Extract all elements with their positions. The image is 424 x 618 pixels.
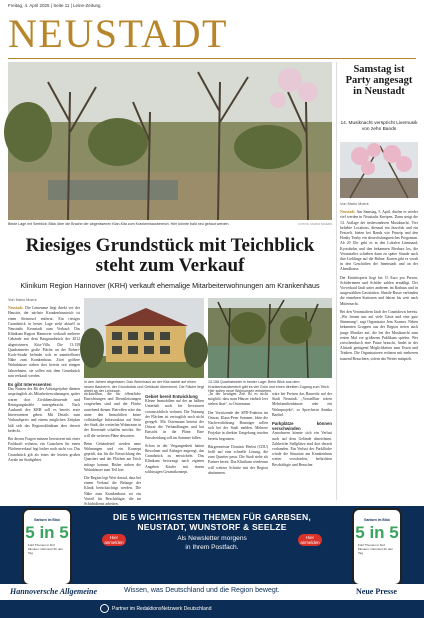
phone-logo: 5 in 5 — [25, 523, 69, 542]
dateline: Freitag, 4. April 2025 | Seite 11 | Leine-Zeitung — [8, 3, 101, 8]
article-column-1 — [8, 298, 80, 500]
article-paragraph: Der Vorsitzende der SPD-Fraktion im Ortsrat, Klaus-Peter Sommer, lobte die Nachverdichtung. Bauträger sollen sich bei der Stadt melden. Mehrere Projekte in direkter Umgebung wurden bereits begonnen. — [208, 410, 268, 441]
article-paragraph: Das Nutzen des Bit der Achtzigerjahre dienten ursprünglich als Mitarbeiterwohnungen, später waren dort Zivildienstleistende und Reinigungskräfte untergebracht. Nach Auskunft des KRH soll es bereits erste Interessenten geben. Mit Details zum Verkaufspreis und einem möglichen Zeitplan hält sich das Regionsklinikum aber derzeit bedeckt. — [8, 387, 80, 433]
sidebar-byline: Von Mario Moers — [340, 202, 369, 206]
article-column-3 — [145, 392, 204, 500]
pond-photo-caption: 13.158 Quadratmeter in bester Lage: Beim Blick aus dem Krankenhausbereich gibt es viel Grün und einen direkten Zugang zum Teich. Hier sollen neue Wohnungen entstehen. — [208, 380, 330, 394]
article-byline: Von Mario Moers — [8, 298, 37, 302]
article-lead: Die Leinenaue liegt direkt vor der Haustür, der nächste Krankenhausteich ist einen Steinwurf entfernt. Ein riesiges Grundstück in bester Lage steht aktuell in Neustadts Kernstadt zum Verkauf: Das Klinikum Region Hannover verkauft mehrere Gebäude mit dem Baugrundstück der 2012 abgerissenen Kita-Villa. Die 13.158 Quadratmeter große Fläche an der Robert-Koch-Straße befindet sich in unmittelbarer Nähe zum Krankenhaus. Zwei größere Wohnhäuser stehen dort bereits seit einigen Jahrzehnten, sie sollen mit dem Grundstück nun verkauft werden. — [8, 306, 81, 378]
article-crosshead-3: Parkplätze können verschwinden — [272, 421, 332, 432]
neue-presse-logo: Neue Presse — [356, 587, 397, 596]
article-paragraph: Bürgermeister Dominic Herbst (CDU) hofft auf eine schnelle Lösung, die zum Quartier passt. Die Stadt stehe als Partner bereit. Das Klinikum wiederum will weitere Schritte mit der Region abstimmen. — [208, 444, 268, 475]
top-photo — [8, 62, 332, 220]
sidebar-subheadline: 14. Musiknacht verspricht Livemusik von zehn Bands — [340, 121, 418, 133]
phone-logo: 5 in 5 — [355, 523, 399, 542]
newsletter-sub-1: Als Newsletter morgens — [177, 535, 247, 542]
phone-text: Fünf Themen in fünf Minuten: informiert für den Tag — [358, 543, 394, 555]
article-paragraph: „In der heutigen Zeit ist es nicht möglich, dass man Häuser einfach leer stehen lässt“, so Ostermann. — [208, 392, 268, 407]
phone-title: Garbsen im Blick — [33, 518, 61, 522]
sidebar-divider — [336, 62, 337, 500]
phone-text: Fünf Themen in fünf Minuten: informiert für den Tag — [28, 543, 64, 555]
newsletter-sub-2: in Ihrem Postfach. — [185, 544, 239, 551]
building-photo — [84, 298, 204, 378]
article-paragraph: Kleine Immobilien auf der an halben Unterhalt noch bei Investoren voraussichtlich wohnen. Die Nutzung der Flächen ist vertraglich noch nicht geregelt. Mit Ostermann betreut der Ortsrat die Verhandlungen und hat Einsicht in die Pläne. Eine Entscheidung soll im Sommer fallen. — [145, 399, 204, 440]
main-subheadline: Klinikum Region Hannover (KRH) verkauft ehemalige Mitarbeiterwohnungen am Krankenhaus — [20, 281, 320, 290]
article-column-5 — [272, 392, 332, 500]
newsletter-signup-button-right[interactable]: Hier anmelden — [298, 534, 322, 546]
article-paragraph: Bei diesen Fragen müssen Investoren mit einer Fachkraft rechnen, ein Gutachten für einen Flächenverkauf legt bisher noch nicht vor. Das Grundstück gilt als eines der letzten großen Areale im Stadtgebiet. — [8, 437, 80, 462]
sidebar-paragraph: Bei den Veranstaltern läuft der Countdown bereits. „Wir freuen uns auf viele Gäste und eine gute Stimmung“, sagt Organisator Jens Kramer. Neben bekannten Gruppen aus der Region treten auch junge Musiker auf, die bei der Musiknacht zum ersten Mal vor größerem Publikum spielen. Wer zwischendurch eine Pause braucht, findet in der Altstadt genügend Möglichkeiten zum Essen und Trinken. Die Organisatoren rechnen mit mehreren tausend Besuchern, sofern das Wetter mitspielt. — [340, 309, 418, 361]
photo-credit: FOTOS: MARIO MOERS — [298, 222, 332, 226]
main-headline: Riesiges Grundstück mit Teichblick steht zum Verkauf — [25, 235, 315, 276]
sidebar-body: Am Samstag, 5. April, dürfen es wieder viel werden in Neustadts Kneipen. Dann steigt die 14. Auflage der insbesonderen Musiknacht. Vier beliebte Locations, diesmal ein Jazzclub und ein Festzelt, bieten bei Bands wie Prinzip und den Honky Tonky ein abwechslungsreiches Programm. Ab 20 Uhr geht es in den Lokalen Lärmsand, Kyotoholm und den bekannten Bierbars los, die Veranstalter schieben dann zu später Stunde auch ihre Lieblinge auf die Bühne. Karten gibt es vorab in den Geschäften der Innenstadt und an der Abendkasse. — [340, 210, 418, 272]
sidebar-paragraph: Der Eintrittspreis liegt bei 15 Euro pro Person, Schülerinnen und Schüler zahlen ermäßigt. Der Vorverkauf läuft unter anderem im Rathaus und in ausgewählten Gaststätten. Shuttle-Busse verbinden die einzelnen Stationen und fahren bis weit nach Mitternacht. — [340, 275, 418, 306]
article-paragraph: Schon in der Vergangenheit hatten Bewohner und Anlieger angeregt, das Grundstück zu entwickeln. Das Klinikum bevorzugt nach eigenen Angaben Käufer mit einem schlüssigen Gesamtkonzept. — [145, 443, 204, 474]
masthead-rule — [8, 58, 416, 59]
article-kicker: Neustadt. — [8, 306, 24, 311]
newsletter-signup-button-left[interactable]: Hier anmelden — [102, 534, 126, 546]
rnd-logo-icon — [100, 604, 109, 613]
sidebar-headline: Samstag ist Party angesagt in Neustadt — [345, 64, 413, 97]
footer-bar — [0, 600, 424, 618]
footer-text: Partner im RedaktionsNetzwerk Deutschland — [112, 606, 212, 612]
top-photo-caption: Beide Lage mit Seeblick: Blick über die Brache der abgerissenen Klan-Kita zum Krankenhausbereich. Hier könnte bald neu gebaut werden. — [8, 222, 230, 226]
article-paragraph: Beim Gebäudeteil werden neue Wohnungen und ein Konzept geprüft, das für die Entwicklung des Quartiers und der Flächen am Teich infrage kommt. Bisher stehen die Wohnhäuser zum Teil leer. — [84, 441, 141, 472]
haz-logo: Hannoversche Allgemeine — [10, 587, 98, 596]
sidebar-kicker: Neustadt. — [340, 210, 356, 215]
section-masthead: NEUSTADT — [8, 11, 228, 56]
sidebar-photo — [340, 142, 418, 198]
article-column-4 — [208, 392, 268, 500]
phone-mockup-right — [352, 508, 402, 586]
phone-title: Garbsen im Blick — [363, 518, 391, 522]
building-photo-caption: In den Jahren abgerissen: Das Wohnhaus an der Kita wartet auf einen neuen Bauherrn, der Grundstück und Gebäude übernimmt. Die Fläche liegt direkt an der Leineaue. — [84, 380, 204, 394]
article-crosshead-1: Es gibt Interessenten — [8, 382, 52, 388]
newsletter-headline-2: NEUSTADT, WUNSTORF & SEELZE — [137, 522, 287, 532]
phone-mockup-left — [22, 508, 72, 586]
sidebar-text — [340, 202, 418, 500]
brand-slogan: Wissen, was Deutschland und die Region bewegt. — [124, 587, 280, 594]
article-paragraph: Die Region legt Wert darauf, dass bei einem Verkauf die Belange der Klinik berücksichtigt werden. Die Nähe zum Krankenhaus sei ein Vorteil für Beschäftigte, die im Schichtdienst arbeiten. — [84, 476, 141, 507]
article-crosshead-2: Gebiet bereit Entwicklung — [145, 394, 198, 399]
article-paragraph: wäre bei Preisen das Baurecht auf der Stadt Neustadt. „Vorstellbar wären Mehrfamilienhäuser oder ein Wohnprojekt“, so Sprecherin Annika Barthel. — [272, 392, 332, 417]
newsletter-headline-1: DIE 5 WICHTIGSTEN THEMEN FÜR GARBSEN, — [113, 512, 311, 522]
pond-photo — [208, 298, 332, 378]
article-paragraph: rückstellbar, die für öffentliche Einrichtungen und Dienstleistungen vorgesehen sind und der Fläche zustehend dienen. Betroffen wäre das unter den Immobilien keine vollständige Infrastruktur auf Seite der Stadt, die weiterhin Wohnraum in der Kernstadt schaffen möchte. Sie will die weiteren Pläne abwarten. — [84, 392, 141, 438]
article-paragraph: Anwohnern könnte sich ein Verlust auch auf dem Gelände abzeichnen. Zahlreiche Stellplätze sind dort derzeit vorhanden. Ein Verlust der Parkfläche würde die Situation am Krankenhaus weiter verschärfen, befürchten Beschäftigte und Besucher. — [272, 431, 332, 467]
article-column-2 — [84, 392, 141, 507]
